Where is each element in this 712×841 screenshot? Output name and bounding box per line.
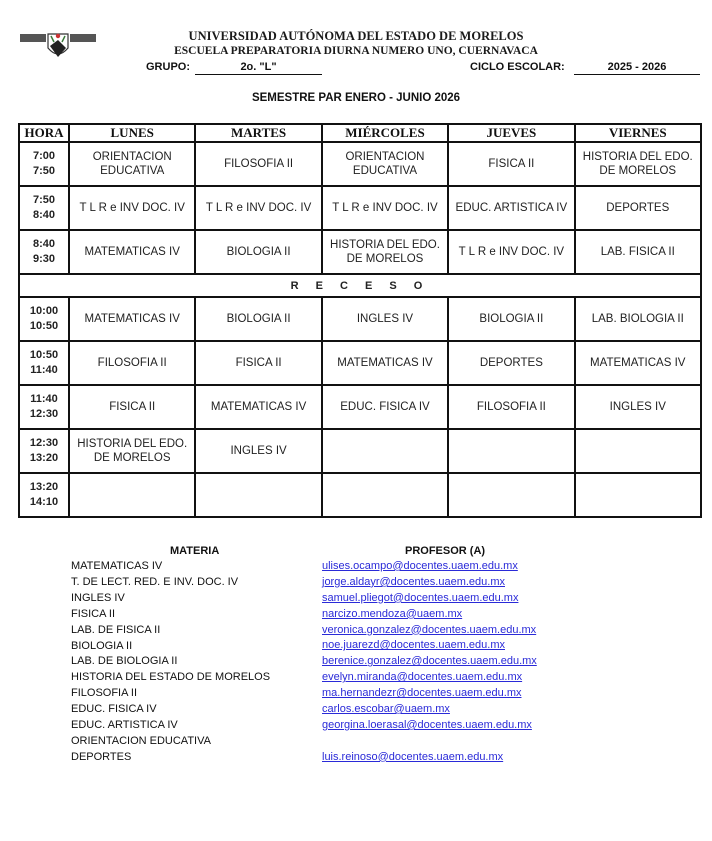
subject-item: LAB. DE BIOLOGIA II	[71, 655, 178, 668]
ciclo-value: 2025 - 2026	[574, 61, 700, 75]
class-cell-viernes: MATEMATICAS IV	[575, 341, 701, 385]
professor-email-link[interactable]: narcizo.mendoza@uaem.mx	[322, 607, 463, 620]
col-header-viernes: VIERNES	[575, 124, 701, 142]
time-end: 10:50	[29, 320, 59, 332]
class-cell-jueves: T L R e INV DOC. IV	[448, 230, 574, 274]
time-start: 12:30	[29, 437, 59, 449]
subject-item: INGLES IV	[71, 591, 125, 604]
subject-item: FILOSOFIA II	[71, 687, 138, 700]
class-cell-lunes: T L R e INV DOC. IV	[69, 186, 195, 230]
subject-item: ORIENTACION EDUCATIVA	[71, 734, 211, 747]
semestre-title: SEMESTRE PAR ENERO - JUNIO 2026	[251, 92, 461, 104]
professor-email-link[interactable]: noe.juarezd@docentes.uaem.edu.mx	[322, 639, 505, 652]
class-cell-miercoles: MATEMATICAS IV	[322, 341, 448, 385]
school-title: ESCUELA PREPARATORIA DIURNA NUMERO UNO, CUERNAVACA	[174, 45, 538, 57]
class-cell-miercoles: EDUC. FISICA IV	[322, 385, 448, 429]
professor-email-link[interactable]: jorge.aldayr@docentes.uaem.edu.mx	[322, 575, 505, 588]
time-start: 11:40	[30, 393, 58, 405]
class-cell-martes: INGLES IV	[195, 429, 321, 473]
class-cell-miercoles: T L R e INV DOC. IV	[322, 186, 448, 230]
time-start: 7:00	[32, 150, 56, 162]
time-slot	[19, 473, 69, 517]
class-cell-martes	[195, 473, 321, 517]
schedule-row	[19, 297, 701, 341]
time-slot	[19, 186, 69, 230]
time-end: 14:10	[29, 496, 59, 508]
col-header-miercoles: MIÉRCOLES	[322, 124, 448, 142]
time-slot	[19, 142, 69, 186]
subject-item: HISTORIA DEL ESTADO DE MORELOS	[71, 671, 271, 684]
schedule-row	[19, 186, 701, 230]
class-cell-viernes: INGLES IV	[575, 385, 701, 429]
schedule-row	[19, 429, 701, 473]
class-cell-jueves: BIOLOGIA II	[448, 297, 574, 341]
subject-item: BIOLOGIA II	[71, 639, 133, 652]
class-cell-jueves: EDUC. ARTISTICA IV	[448, 186, 574, 230]
receso-row	[19, 274, 701, 297]
class-cell-jueves: DEPORTES	[448, 341, 574, 385]
class-cell-viernes: DEPORTES	[575, 186, 701, 230]
subject-item: EDUC. ARTISTICA IV	[71, 719, 178, 732]
class-cell-viernes: LAB. FISICA II	[575, 230, 701, 274]
class-cell-viernes: LAB. BIOLOGIA II	[575, 297, 701, 341]
professor-email-link[interactable]: samuel.pliegot@docentes.uaem.edu.mx	[322, 591, 519, 604]
time-slot	[19, 385, 69, 429]
schedule-row	[19, 385, 701, 429]
class-cell-martes: BIOLOGIA II	[195, 297, 321, 341]
class-cell-miercoles: INGLES IV	[322, 297, 448, 341]
time-end: 12:30	[29, 408, 59, 420]
email-list	[322, 559, 537, 766]
professor-email-empty	[322, 734, 537, 750]
grupo-value: 2o. "L"	[195, 61, 322, 75]
time-start: 8:40	[32, 238, 56, 250]
subject-item: T. DE LECT. RED. E INV. DOC. IV	[71, 575, 239, 588]
class-cell-lunes: MATEMATICAS IV	[69, 230, 195, 274]
professor-email-link[interactable]: ma.hernandezr@docentes.uaem.edu.mx	[322, 687, 522, 700]
class-cell-jueves: FISICA II	[448, 142, 574, 186]
time-slot	[19, 429, 69, 473]
header-row	[19, 124, 701, 142]
class-cell-jueves	[448, 429, 574, 473]
grupo-label: GRUPO:	[146, 61, 190, 73]
professor-email-link[interactable]: georgina.loerasal@docentes.uaem.edu.mx	[322, 718, 532, 731]
class-cell-viernes	[575, 473, 701, 517]
schedule-row	[19, 473, 701, 517]
time-slot	[19, 297, 69, 341]
subject-item: FISICA II	[71, 607, 116, 620]
class-cell-lunes: MATEMATICAS IV	[69, 297, 195, 341]
class-cell-martes: BIOLOGIA II	[195, 230, 321, 274]
professor-email-link[interactable]: luis.reinoso@docentes.uaem.edu.mx	[322, 750, 504, 763]
time-end: 7:50	[32, 165, 56, 177]
schedule-row	[19, 341, 701, 385]
professor-email-link[interactable]: ulises.ocampo@docentes.uaem.edu.mx	[322, 560, 518, 572]
university-title: UNIVERSIDAD AUTÓNOMA DEL ESTADO DE MORELOS	[188, 29, 524, 43]
subject-item: LAB. DE FISICA II	[71, 623, 161, 636]
ciclo-label: CICLO ESCOLAR:	[470, 61, 565, 73]
class-cell-miercoles: ORIENTACION EDUCATIVA	[322, 142, 448, 186]
schedule-table	[18, 123, 702, 518]
class-cell-miercoles: HISTORIA DEL EDO. DE MORELOS	[322, 230, 448, 274]
class-cell-viernes: HISTORIA DEL EDO. DE MORELOS	[575, 142, 701, 186]
col-header-jueves: JUEVES	[448, 124, 574, 142]
schedule-row	[19, 230, 701, 274]
schedule-row	[19, 142, 701, 186]
class-cell-martes: FILOSOFIA II	[195, 142, 321, 186]
class-cell-lunes	[69, 473, 195, 517]
class-cell-lunes: FILOSOFIA II	[69, 341, 195, 385]
class-cell-martes: MATEMATICAS IV	[195, 385, 321, 429]
materia-header: MATERIA	[170, 545, 220, 557]
class-cell-viernes	[575, 429, 701, 473]
class-cell-miercoles	[322, 429, 448, 473]
professor-email-link[interactable]: evelyn.miranda@docentes.uaem.edu.mx	[322, 671, 523, 684]
class-cell-lunes: HISTORIA DEL EDO. DE MORELOS	[69, 429, 195, 473]
time-end: 13:20	[29, 452, 59, 464]
professor-email-link[interactable]: berenice.gonzalez@docentes.uaem.edu.mx	[322, 655, 537, 668]
time-start: 7:50	[32, 194, 56, 206]
time-end: 8:40	[32, 209, 56, 221]
subject-item: EDUC. FISICA IV	[71, 703, 157, 716]
col-header-lunes: LUNES	[69, 124, 195, 142]
subject-item: DEPORTES	[71, 750, 132, 763]
profesor-header: PROFESOR (A)	[405, 545, 486, 557]
col-header-hora: HORA	[19, 124, 69, 142]
class-cell-miercoles	[322, 473, 448, 517]
receso-label: R E C E S O	[19, 274, 701, 297]
class-cell-martes: FISICA II	[195, 341, 321, 385]
time-start: 10:50	[29, 349, 59, 361]
time-slot	[19, 341, 69, 385]
class-cell-jueves: FILOSOFIA II	[448, 385, 574, 429]
class-cell-martes: T L R e INV DOC. IV	[195, 186, 321, 230]
time-slot	[19, 230, 69, 274]
subject-item: MATEMATICAS IV	[71, 560, 163, 572]
time-end: 9:30	[32, 253, 56, 265]
professor-email-link[interactable]: veronica.gonzalez@docentes.uaem.edu.mx	[322, 623, 537, 636]
class-cell-jueves	[448, 473, 574, 517]
time-end: 11:40	[30, 364, 58, 376]
col-header-martes: MARTES	[195, 124, 321, 142]
time-start: 10:00	[29, 305, 59, 317]
class-cell-lunes: FISICA II	[69, 385, 195, 429]
time-start: 13:20	[29, 481, 59, 493]
professor-email-link[interactable]: carlos.escobar@uaem.mx	[322, 703, 450, 716]
subject-list	[71, 559, 270, 766]
class-cell-lunes: ORIENTACION EDUCATIVA	[69, 142, 195, 186]
